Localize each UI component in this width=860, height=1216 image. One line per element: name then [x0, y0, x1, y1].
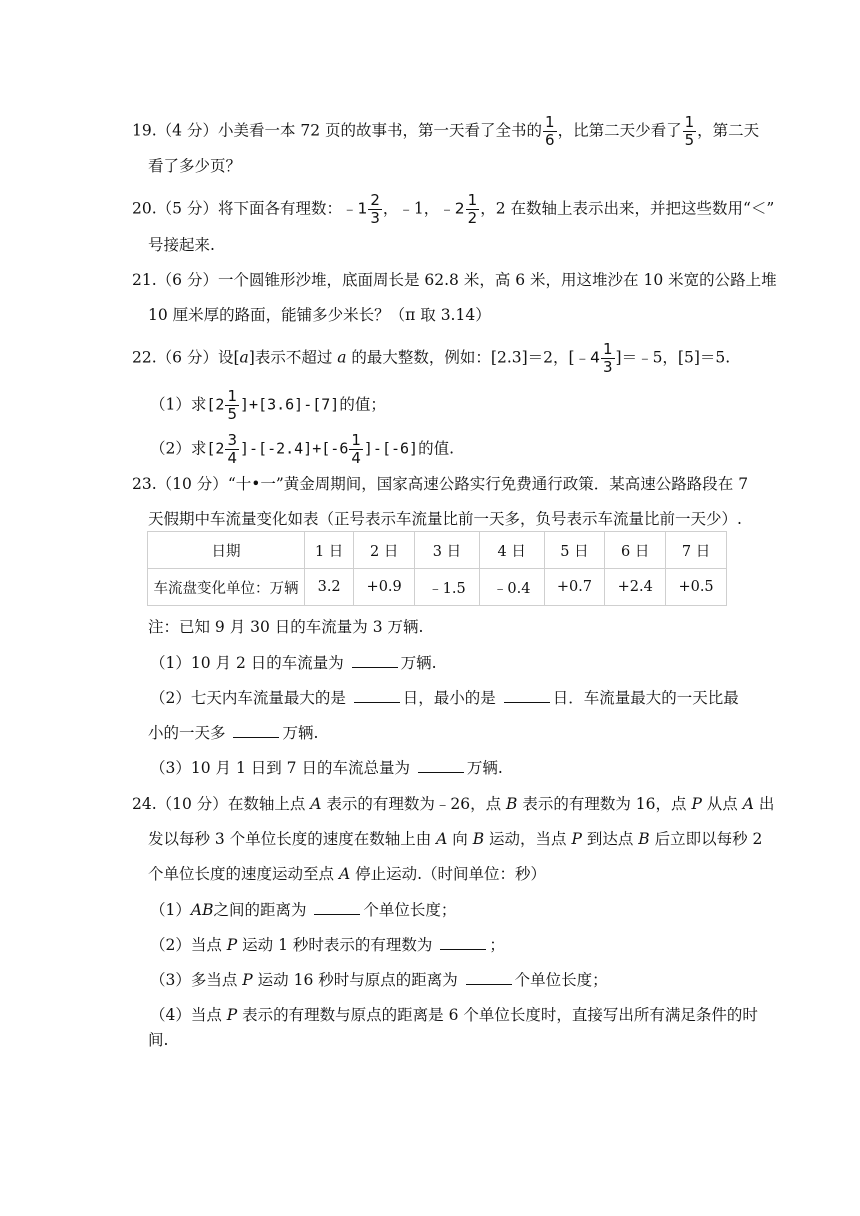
q24-text: 运动 1 秒时表示的有理数为 [237, 936, 438, 954]
q24-sub-4 [150, 1005, 758, 1025]
q23-text: 日，最小的是 [402, 689, 501, 707]
q21-text: 一个圆锥形沙堆，底面周长是 62.8 米，高 6 米，用这堆沙在 10 米宽的公路上堆 [217, 271, 777, 289]
q22-sub-2 [150, 432, 454, 467]
q22-text: ]表示不超过 [248, 348, 338, 367]
floor-expression: [2 [206, 395, 225, 414]
point-a: A [436, 830, 448, 848]
table-cell: 1 日 [305, 532, 354, 569]
point-a: A [338, 865, 351, 883]
fraction-one-third: $\frac{1}{3}$ [602, 340, 613, 376]
q24-text: 表示的有理数为 16，点 [517, 795, 692, 813]
table-cell: 2 日 [354, 532, 415, 569]
sub-question-tail: 的值. [418, 439, 455, 458]
sub-question-label: （2）求 [150, 439, 207, 458]
q24-text: 后立即以每秒 2 [649, 830, 763, 848]
q23-text: 万辆. [466, 759, 503, 777]
fraction-one-half: $\frac{1}{2}$ [467, 191, 478, 227]
q24-text: 之间的距离为 [213, 901, 312, 919]
q24-sub-3 [150, 970, 608, 990]
q19-text: ，比第二天少看了 [557, 121, 682, 140]
q24-text: 个单位长度； [363, 901, 457, 919]
q23-sub-3 [150, 758, 503, 778]
fraction-one-fifth: $\frac{1}{5}$ [227, 387, 237, 423]
q20-line-1 [132, 192, 774, 227]
answer-blank[interactable] [352, 653, 398, 668]
q21-line-1 [132, 270, 777, 290]
q19-score: （4 分） [156, 121, 218, 140]
q23-text: 万辆. [282, 724, 319, 742]
q19-text: ，第二天 [697, 121, 760, 140]
q24-text: （1） [150, 901, 191, 919]
q23-line-1 [132, 474, 748, 494]
sub-question-tail: 的值； [339, 395, 386, 414]
answer-blank[interactable] [504, 688, 550, 703]
table-cell: +0.7 [544, 569, 605, 606]
floor-expression: ]+[3.6]-[7] [239, 395, 340, 414]
point-p: P [571, 830, 582, 848]
q24-text: 到达点 [581, 830, 639, 848]
point-b: B [472, 830, 485, 848]
answer-blank[interactable] [418, 758, 464, 773]
q22-text: 的最大整数，例如：[2.3]＝2，[﹣ [346, 348, 591, 367]
q19-line-1 [132, 114, 759, 149]
q24-text: （3）多当点 [150, 971, 243, 989]
answer-blank[interactable] [466, 970, 512, 985]
q20-text: ，2 在数轴上表示出来，并把这些数用“＜” [480, 199, 775, 218]
sub-question-label: （1）求 [150, 395, 207, 414]
q24-text: 表示的有理数与原点的距离是 6 个单位长度时，直接写出所有满足条件的时 [237, 1006, 758, 1024]
q23-text: “十•一”黄金周期间，国家高速公路实行免费通行政策．某高速公路路段在 7 [227, 475, 749, 493]
q23-text: （2）七天内车流量最大的是 [150, 689, 351, 707]
q23-text: 小的一天多 [148, 724, 231, 742]
table-cell: +0.5 [666, 569, 727, 606]
q22-number: 22. [132, 348, 157, 367]
q24-text: 出 [753, 795, 775, 813]
floor-expression: ]-[-2.4]+[-6 [239, 439, 349, 458]
q24-sub-1 [150, 900, 456, 920]
q23-text: 万辆. [400, 654, 437, 672]
q23-sub-2-line-2 [148, 723, 318, 743]
q24-line-3 [148, 864, 546, 884]
floor-expression: ]-[-6] [363, 439, 419, 458]
q24-text: 发以每秒 3 个单位长度的速度在数轴上由 [148, 830, 437, 848]
fraction-one-sixth: $\frac{1}{6}$ [545, 113, 555, 149]
q21-score: （6 分） [156, 271, 218, 289]
q22-sub-1 [150, 388, 386, 423]
q24-line-1 [132, 794, 774, 814]
q24-text: 运动 16 秒时与原点的距离为 [252, 971, 463, 989]
q23-sub-1 [150, 653, 437, 673]
table-cell: 4 日 [479, 532, 544, 569]
q23-text: 日．车流量最大的一天比最 [552, 689, 739, 707]
q24-text: 个单位长度的速度运动至点 [148, 865, 339, 883]
answer-blank[interactable] [233, 723, 279, 738]
q19-line-2: 看了多少页？ [148, 157, 242, 175]
q21-line-2: 10 厘米厚的路面，能铺多少米长？（π 取 3.14） [148, 306, 491, 324]
q24-text: ； [489, 936, 505, 954]
q24-sub-2 [150, 935, 505, 955]
q19-text: 小美看一本 72 页的故事书，第一天看了全书的 [217, 121, 543, 140]
q24-text: （4）当点 [150, 1006, 227, 1024]
point-p: P [226, 936, 238, 954]
q21-number: 21. [132, 271, 157, 289]
q23-text: （1）10 月 2 日的车流量为 [150, 654, 349, 672]
point-a: A [742, 795, 754, 813]
traffic-change-table [147, 531, 727, 606]
q24-text: 向 [447, 830, 473, 848]
point-b: B [638, 830, 650, 848]
q22-text: 设[ [217, 348, 240, 367]
mixed-number-whole: 1 [357, 199, 368, 218]
q22-line-1 [132, 341, 730, 376]
table-cell: 5 日 [544, 532, 605, 569]
table-cell: ﹣0.4 [479, 569, 544, 606]
q23-text: （3）10 月 1 日到 7 日的车流总量为 [150, 759, 415, 777]
q24-number: 24. [132, 795, 157, 813]
q23-score: （10 分） [156, 475, 228, 493]
fraction-three-fourths: $\frac{3}{4}$ [227, 431, 237, 467]
answer-blank[interactable] [354, 688, 400, 703]
fraction-one-fifth: $\frac{1}{5}$ [684, 113, 695, 149]
q20-line-2: 号接起来. [148, 236, 215, 254]
answer-blank[interactable] [440, 935, 486, 950]
table-cell: 日期 [148, 532, 305, 569]
q24-score: （10 分） [156, 795, 228, 813]
q22-score: （6 分） [156, 348, 218, 367]
floor-expression: [2 [206, 439, 225, 458]
q24-text: 停止运动.（时间单位：秒） [350, 865, 546, 883]
mixed-number-whole: 4 [590, 348, 600, 367]
table-cell: ﹣1.5 [415, 569, 480, 606]
table-cell: 3.2 [305, 569, 354, 606]
table-cell: +2.4 [605, 569, 666, 606]
q20-text: 将下面各有理数：﹣ [217, 199, 358, 218]
q24-text: 表示的有理数为﹣26，点 [321, 795, 507, 813]
mixed-number-whole: 2 [454, 199, 465, 218]
q19-number: 19. [132, 121, 157, 140]
segment-ab: AB [190, 901, 214, 919]
table-row [148, 569, 727, 606]
variable-a: a [239, 348, 249, 367]
point-p: P [226, 1006, 238, 1024]
q24-text: （2）当点 [150, 936, 227, 954]
table-cell: 7 日 [666, 532, 727, 569]
q23-number: 23. [132, 475, 157, 493]
q23-line-2: 天假期中车流量变化如表（正号表示车流量比前一天多，负号表示车流量比前一天少）. [148, 510, 742, 528]
q22-text: ]＝﹣5，[5]＝5. [615, 348, 731, 367]
point-p: P [691, 795, 702, 813]
point-p: P [242, 971, 253, 989]
table-cell: 6 日 [605, 532, 666, 569]
q24-line-2 [148, 829, 762, 849]
table-cell: 车流盘变化单位：万辆 [148, 569, 305, 606]
fraction-one-fourth: $\frac{1}{4}$ [351, 431, 361, 467]
answer-blank[interactable] [314, 900, 360, 915]
q24-text: 运动，当点 [484, 830, 572, 848]
q24-text: 从点 [701, 795, 743, 813]
q20-text: ，﹣1，﹣ [382, 199, 455, 218]
point-b: B [506, 795, 518, 813]
point-a: A [310, 795, 322, 813]
q23-note: 注：已知 9 月 30 日的车流量为 3 万辆. [148, 618, 424, 636]
q24-sub-4-line-2: 间. [148, 1031, 169, 1049]
q20-score: （5 分） [156, 199, 218, 218]
fraction-two-thirds: $\frac{2}{3}$ [370, 191, 380, 227]
variable-a: a [337, 348, 347, 367]
table-cell: 3 日 [415, 532, 480, 569]
table-header-row [148, 532, 727, 569]
q24-text: 在数轴上点 [227, 795, 311, 813]
q24-text: 个单位长度； [514, 971, 608, 989]
q20-number: 20. [132, 199, 157, 218]
table-cell: +0.9 [354, 569, 415, 606]
q23-sub-2 [150, 688, 739, 708]
